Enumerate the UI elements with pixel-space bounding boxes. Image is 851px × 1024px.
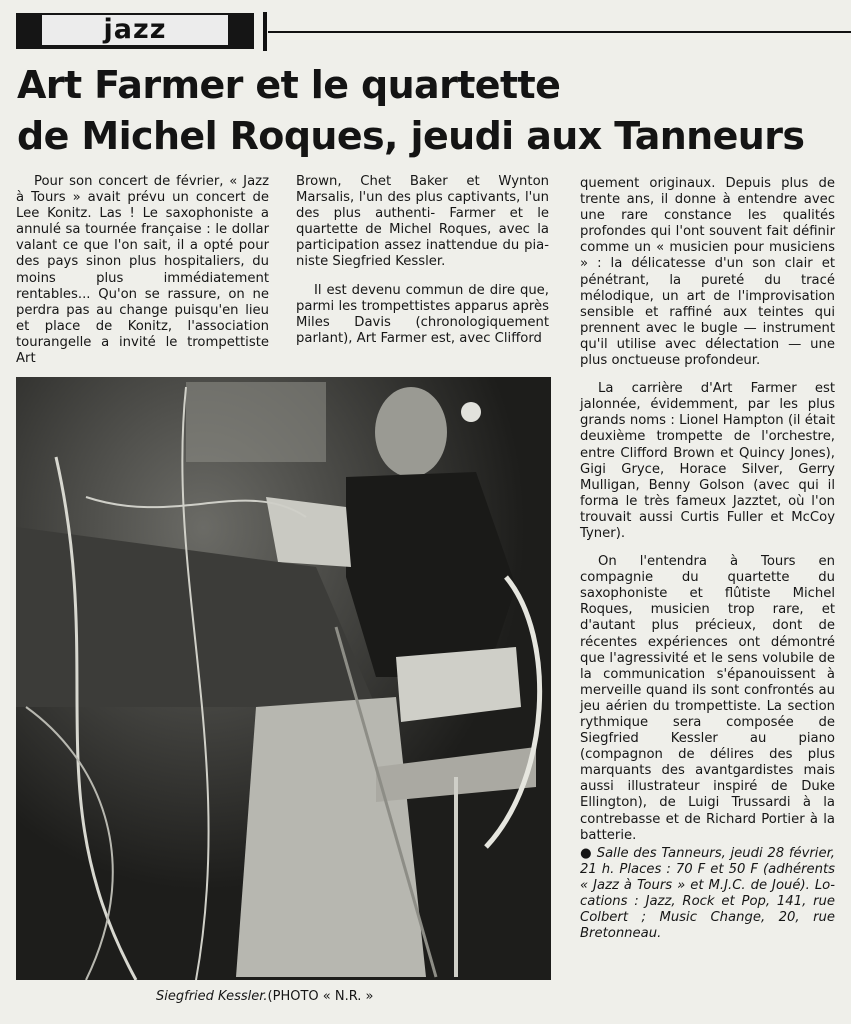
photo-caption [156,989,374,1005]
article-headline [17,60,847,162]
column-3-paragraph-3: On l'entendra à Tours en compagnie du quartette du saxophoniste et flûtiste Michel Roques, musicien trop rare, et d'autant plus précieux, dont de récentes expériences ont démontré que l'agressivité et le sens volubile de la communication s'épanouissent à merveille quand ils sont confrontés au jeu aérien du trompettiste. La section rythmique sera composée de Siegfried Kessler au piano (compagnon de délires des plus marquants des avantgardistes mais aussi illustrateur inspiré de Duke Ellington), de Luigi Trussardi à la contrebasse et de Richard Portier à la batterie. [580,554,835,843]
article-column-3 [580,176,835,942]
article-column-2 [296,174,549,347]
caption-credit: (PHOTO « N.R. » [267,989,374,1004]
column-3-paragraph-2: La carrière d'Art Farmer est jalonnée, évidemment, par les plus grands noms : Lionel Hampton (il était deuxième trompette de l'orchestre, entre Clifford Brown et Quincy Jones), Gigi Gryce, Horace Silver, Gerry Mulligan, Benny Golson (avec qui il forma le très fameux Jazztet, où l'on trouvait aussi Curtis Fuller et McCoy Tyner). [580,381,835,541]
article-photo [16,377,551,980]
column-1-paragraph-1: Pour son concert de février, « Jazz à Tours » avait prévu un concert de Lee Konitz. Las ! Le saxophoniste a annulé sa tournée française : le dollar valant ce que l'on sait, il a opté pour des pays sinon plus hospitaliers, du moins plus immédiatement rentables... Qu'on se rassure, on ne perdra pas au change puisqu'en lieu et place de Konitz, l'association tourangelle a invité le trompettiste Art [16,174,269,367]
bleed-through-text-top [275,0,845,30]
article-column-1 [16,174,269,367]
headline-line-1: Art Farmer et le quartette [17,63,561,107]
column-3-paragraph-1: quement originaux. Depuis plus de trente ans, il donne à entendre avec une rare constance les qualités profondes qui l'ont souvent fait définir comme un « musicien pour musiciens » : la délicatesse d'un son clair et pénétrant, la pureté du tracé mélodique, un art de l'improvisation sensible et raffiné aux teintes qui prennent avec le bugle — instrument qu'il utilise avec délectation — une plus onctueuse profondeur. [580,176,835,369]
musician-photo-illustration [16,377,551,980]
bleed-through-text-left [0,60,14,960]
caption-name: Siegfried Kessler. [156,989,268,1004]
section-rule-vertical [263,12,267,51]
section-tag [16,13,254,49]
section-rule-horizontal [268,31,851,33]
concert-info: ● Salle des Tanneurs, jeudi 28 février, 21 h. Places : 70 F et 50 F (adhérents « Jazz à Tours » et M.J.C. de Joué). Locations : Jazz, Rock et Pop, 141, rue Colbert ; Music Change, 20, rue Bretonneau. [580,845,835,942]
headline-line-2: de Michel Roques, jeudi aux Tanneurs [17,114,805,158]
column-2-paragraph-1: Brown, Chet Baker et Wynton Marsalis, l'un des plus captivants, l'un des plus authenti- Farmer et le quartette de Michel Roques, avec la participation assez inattendue du pianiste Siegfried Kessler. [296,174,549,270]
column-2-paragraph-2: Il est devenu commun de dire que, parmi les trompettistes apparus après Miles Davis (chronologiquement parlant), Art Farmer est, avec Clifford [296,282,549,346]
section-tag-label: jazz [42,15,228,45]
